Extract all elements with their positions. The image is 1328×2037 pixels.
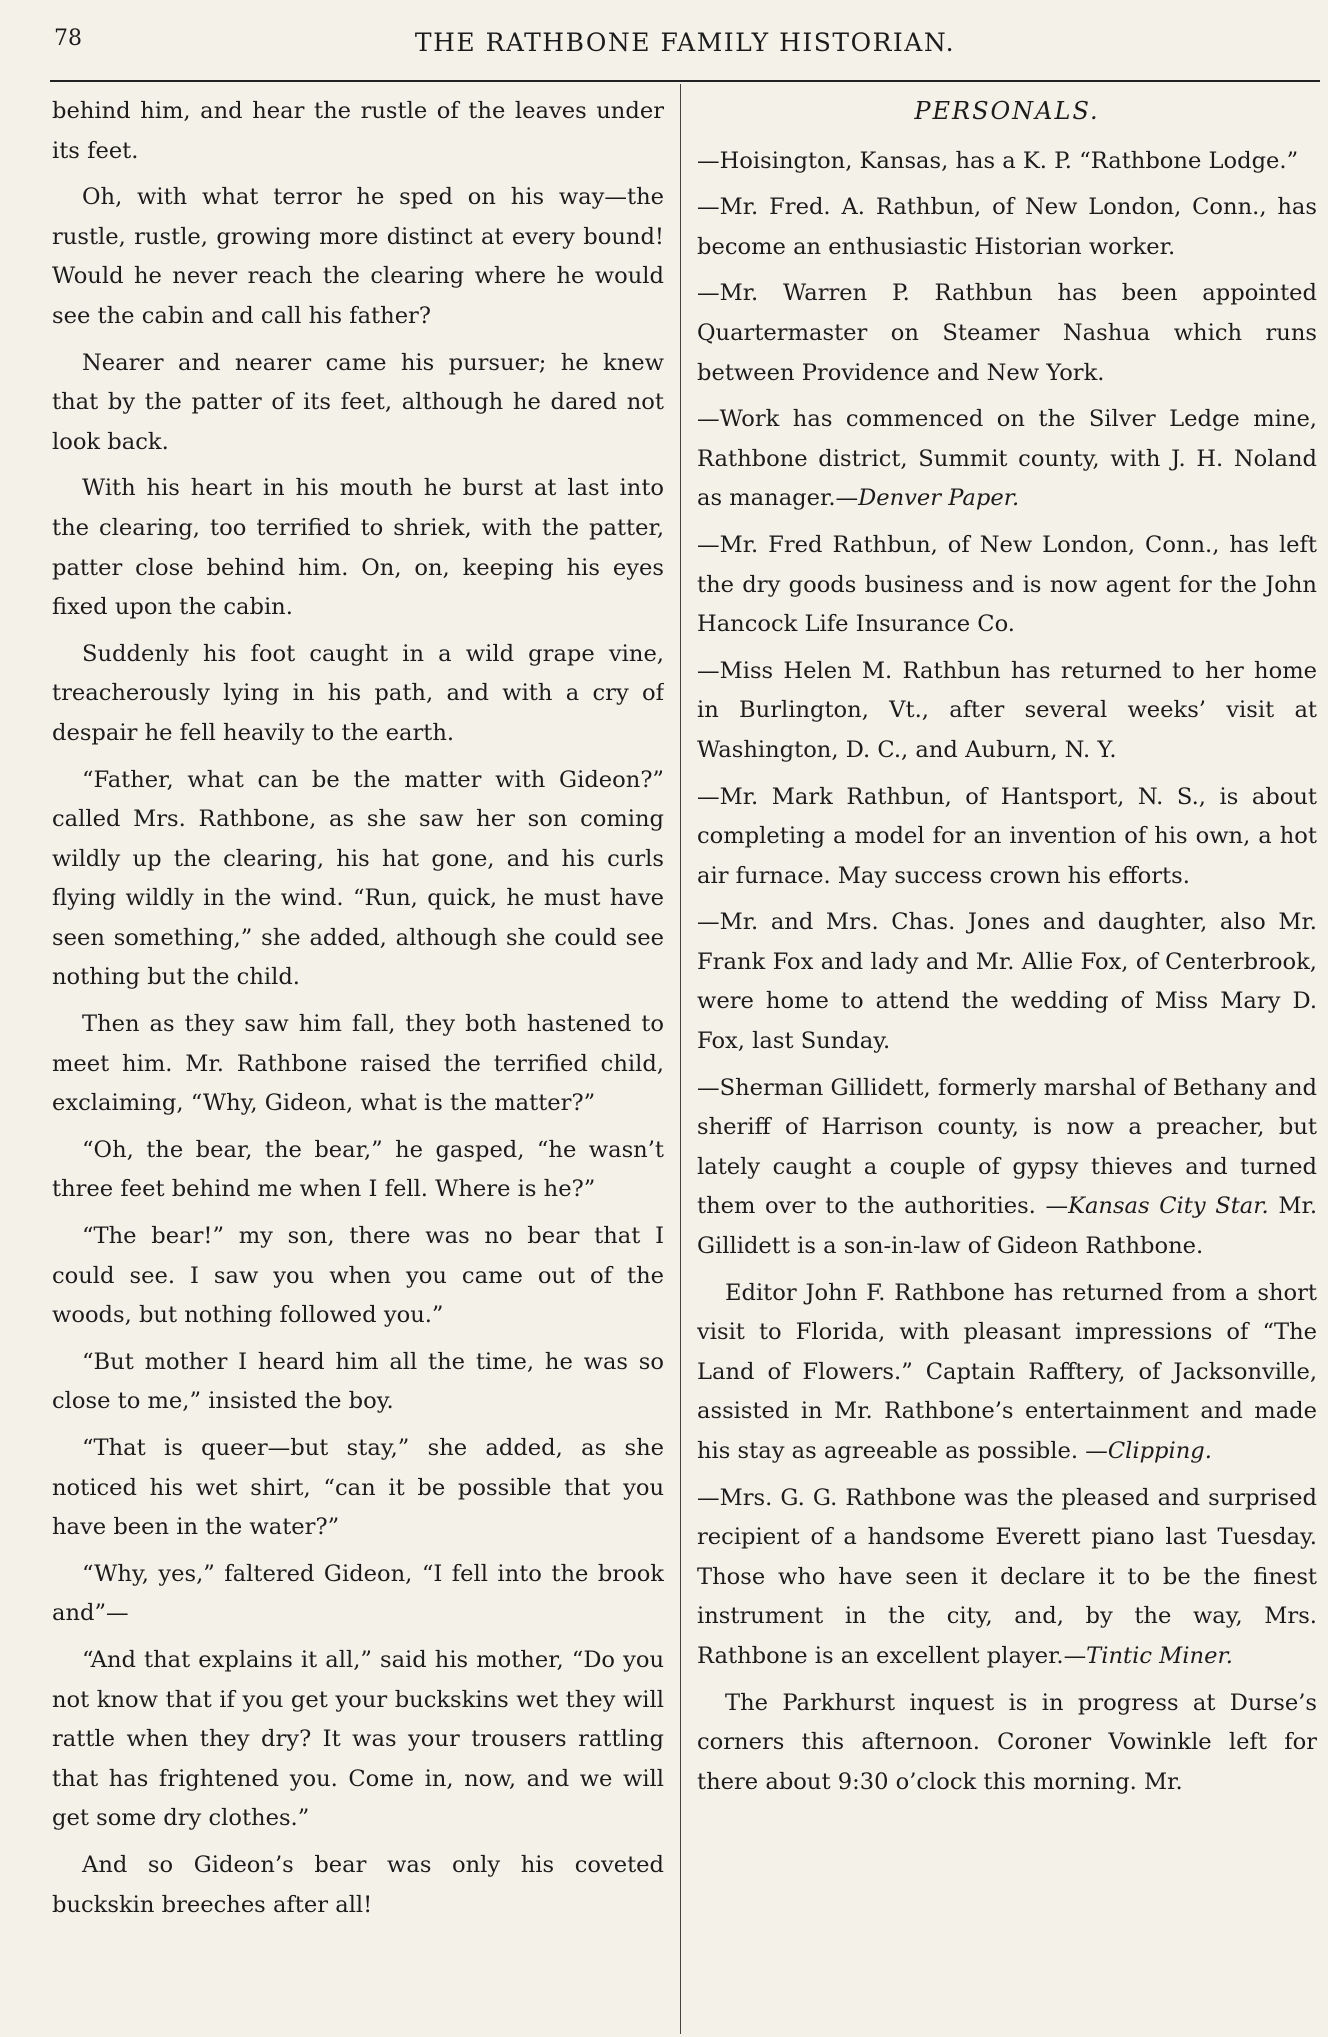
story-paragraph: “And that explains it all,” said his mother, “Do you not know that if you get your buckskins wet they will rattle when they dry? It was your trousers rattling that has frightened you. Come in, now, and we will get some dry clothes.”: [52, 1646, 664, 1832]
source-citation: Denver Paper.: [858, 485, 1020, 512]
story-paragraph: “Why, yes,” faltered Gideon, “I fell into the brook and”—: [52, 1560, 664, 1627]
story-paragraph: behind him, and hear the rustle of the leaves under its feet.: [52, 98, 664, 164]
story-paragraph: Oh, with what terror he sped on his way—the rustle, rustle, growing more distinct at every bound! Would he never reach the clearing where he would see the cabin and call his father?: [52, 184, 664, 329]
personal-item-text: —Miss Helen M. Rathbun has returned to her home in Burlington, Vt., after several weeks’ visit at Washington, D. C., and Auburn, N. Y.: [697, 657, 1317, 763]
personal-item-text: —Work has commenced on the Silver Ledge mine, Rathbone district, Summit county, with J. H. Noland as manager.—: [697, 406, 1317, 512]
personal-item-text: —Mr. Fred Rathbun, of New London, Conn., has left the dry goods business and is now agent for the John Hancock Life Insurance Co.: [697, 531, 1317, 638]
left-column: [52, 92, 664, 2037]
header-rule: [50, 80, 1320, 82]
story-paragraph: Then as they saw him fall, they both hastened to meet him. Mr. Rathbone raised the terrified child, exclaiming, “Why, Gideon, what is the matter?”: [52, 1011, 664, 1117]
personals-heading: PERSONALS.: [914, 97, 1100, 125]
personal-item: [697, 903, 1317, 1061]
personal-item: [697, 1069, 1317, 1267]
story-paragraph: “But mother I heard him all the time, he was so close to me,” insisted the boy.: [52, 1348, 664, 1415]
story-paragraph: Suddenly his foot caught in a wild grape vine, treacherously lying in his path, and with a cry of despair he fell heavily to the earth.: [52, 640, 664, 746]
story-paragraph: Nearer and nearer came his pursuer; he knew that by the patter of its feet, although he dared not look back.: [52, 349, 664, 455]
story-paragraph: “The bear!” my son, there was no bear that I could see. I saw you when you came out of the woods, but nothing followed you.”: [52, 1223, 664, 1329]
personal-item: [697, 142, 1317, 182]
personal-item: [697, 1479, 1317, 1677]
personal-item-text: —Hoisington, Kansas, has a K. P. “Rathbone Lodge.”: [697, 147, 1299, 174]
story-paragraph: “That is queer—but stay,” she added, as she noticed his wet shirt, “can it be possible that you have been in the water?”: [52, 1435, 664, 1541]
personal-item-text: —Mr. Fred. A. Rathbun, of New London, Conn., has become an enthusiastic Historian worker.: [697, 194, 1317, 260]
personal-item: [697, 1274, 1317, 1472]
right-column: [697, 92, 1317, 2037]
personal-item-text: —Mrs. G. G. Rathbone was the pleased and surprised recipient of a handsome Everett piano last Tuesday. Those who have seen it declare it to be the finest instrument in the city, and, by the way, Mrs. Rathbone is an excellent player.—: [697, 1484, 1317, 1669]
page-number: 78: [54, 26, 82, 51]
source-citation: Tintic Miner.: [1086, 1642, 1233, 1669]
story-paragraph: “Father, what can be the matter with Gideon?” called Mrs. Rathbone, as she saw her son coming wildly up the clearing, his hat gone, and his curls flying wildly in the wind. “Run, quick, he must have seen something,” she added, although she could see nothing but the child.: [52, 766, 664, 991]
personal-item-text: —Sherman Gillidett, formerly marshal of Bethany and sheriff of Harrison county, is now a preacher, but lately caught a couple of gypsy thieves and turned them over to the authorities. —: [697, 1074, 1317, 1220]
personal-item: [697, 526, 1317, 645]
source-citation: Clipping.: [1107, 1438, 1212, 1464]
source-citation: Kansas City Star.: [1068, 1193, 1269, 1220]
personal-item-text: —Mr. and Mrs. Chas. Jones and daughter, also Mr. Frank Fox and lady and Mr. Allie Fox, of Centerbrook, were home to attend the wedding of Miss Mary D. Fox, last Sunday.: [697, 909, 1317, 1055]
personal-item: [697, 652, 1317, 771]
column-divider: [680, 84, 681, 2034]
personal-item: [697, 778, 1317, 897]
page-header: [50, 22, 1320, 78]
personal-item-text: Editor John F. Rathbone has returned from a short visit to Florida, with pleasant impressions of “The Land of Flowers.” Captain Rafftery, of Jacksonville, assisted in Mr. Rathbone’s entertainment and made his stay as agreeable as possible. —: [697, 1279, 1317, 1464]
personal-item-text: —Mr. Warren P. Rathbun has been appointed Quartermaster on Steamer Nashua which runs between Providence and New York.: [697, 280, 1317, 386]
personal-item: [697, 188, 1317, 267]
running-title: THE RATHBONE FAMILY HISTORIAN.: [414, 28, 956, 57]
story-paragraph: With his heart in his mouth he burst at last into the clearing, too terrified to shriek, with the patter, patter close behind him. On, on, keeping his eyes fixed upon the cabin.: [52, 475, 664, 621]
personal-item-text: The Parkhurst inquest is in progress at Durse’s corners this afternoon. Coroner Vowinkle left for there about 9:30 o’clock this morning. Mr.: [697, 1689, 1317, 1795]
personal-item: [697, 1684, 1317, 1803]
story-paragraph: And so Gideon’s bear was only his coveted buckskin breeches after all!: [52, 1851, 664, 1918]
personal-item-continuation: Mr. Gillidett is a son-in-law of Gideon Rathbone.: [697, 1193, 1317, 1260]
personal-item: [697, 274, 1317, 393]
personal-item-text: —Mr. Mark Rathbun, of Hantsport, N. S., is about completing a model for an invention of his own, a hot air furnace. May success crown his efforts.: [697, 783, 1317, 889]
personal-item: [697, 400, 1317, 519]
story-paragraph: “Oh, the bear, the bear,” he gasped, “he wasn’t three feet behind me when I fell. Where is he?”: [52, 1136, 664, 1203]
